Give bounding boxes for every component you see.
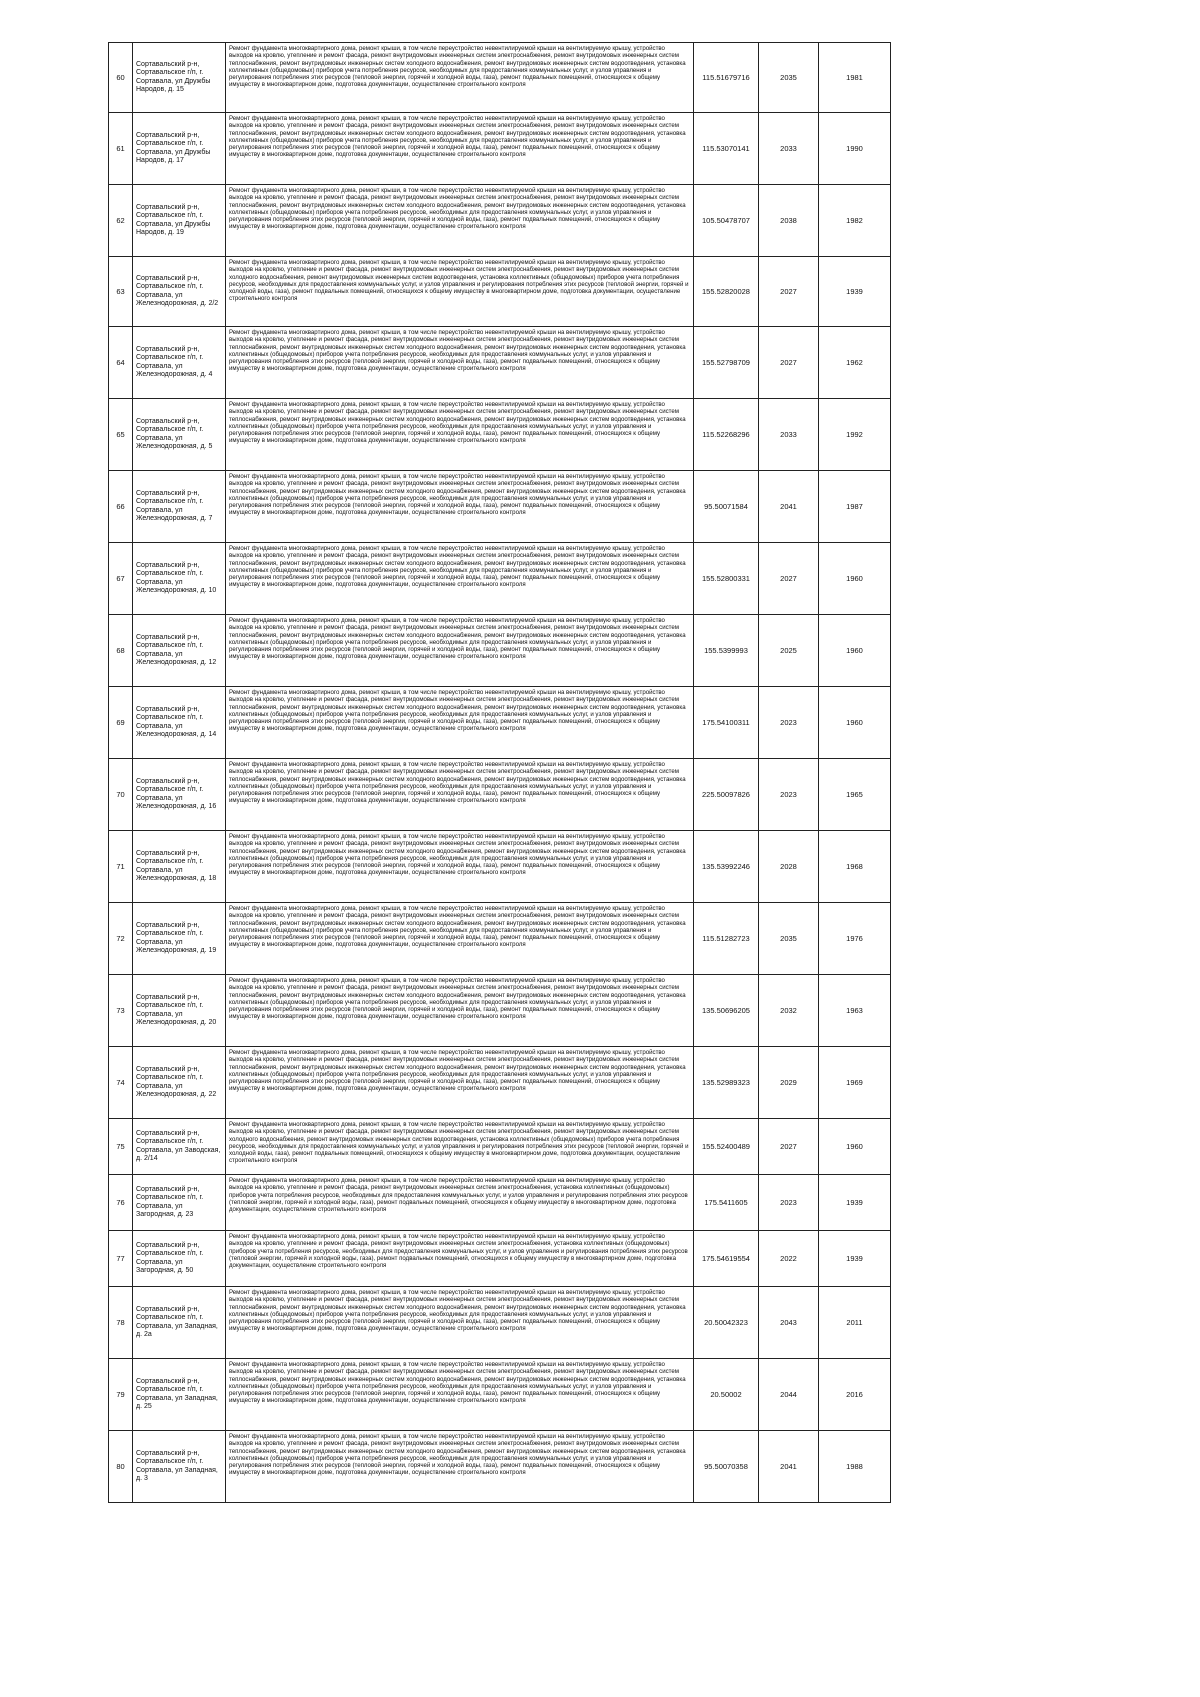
table-row <box>109 113 891 185</box>
build-year-cell: 1969 <box>819 1047 891 1119</box>
planned-year-cell: 2041 <box>759 1431 819 1503</box>
row-number: 74 <box>109 1047 133 1119</box>
address-cell: Сортавальский р-н, Сортавальское г/п, г. Сортавала, ул Железнодорожная, д. 22 <box>133 1047 226 1119</box>
table-row <box>109 1119 891 1175</box>
value-cell: 175.5411605 <box>694 1175 759 1231</box>
build-year-cell: 1982 <box>819 185 891 257</box>
row-number: 79 <box>109 1359 133 1431</box>
planned-year-cell: 2027 <box>759 1119 819 1175</box>
row-number: 73 <box>109 975 133 1047</box>
address-cell: Сортавальский р-н, Сортавальское г/п, г. Сортавала, ул Железнодорожная, д. 2/2 <box>133 257 226 327</box>
planned-year-cell: 2025 <box>759 615 819 687</box>
planned-year-cell: 2033 <box>759 399 819 471</box>
works-description-cell: Ремонт фундамента многоквартирного дома, ремонт крыши, в том числе переустройство невентилируемой крыши на вентилируемую крышу, устройство выходов на кровлю, утепление и ремонт фасада, ремонт внутридомовых инженерных систем электроснабжения, ремонт внутридомовых инженерных систем теплоснабжения, ремонт внутридомовых инженерных систем холодного водоснабжения, ремонт внутридомовых инженерных систем водоотведения, установка коллективных (общедомовых) приборов учета потребления ресурсов, необходимых для предоставления коммунальных услуг, и узлов управления и регулирования потребления этих ресурсов (тепловой энергии, горячей и холодной воды, газа), ремонт подвальных помещений, относящихся к общему имуществу в многоквартирном доме, подготовка документации, осуществление строительного контроля <box>226 759 694 831</box>
works-description-cell: Ремонт фундамента многоквартирного дома, ремонт крыши, в том числе переустройство невентилируемой крыши на вентилируемую крышу, устройство выходов на кровлю, утепление и ремонт фасада, ремонт внутридомовых инженерных систем электроснабжения, установка коллективных (общедомовых) приборов учета потребления ресурсов, необходимых для предоставления коммунальных услуг, и узлов управления и регулирования потребления этих ресурсов (тепловой энергии, горячей и холодной воды, газа), ремонт подвальных помещений, относящихся к общему имуществу в многоквартирном доме, подготовка документации, осуществление строительного контроля <box>226 1175 694 1231</box>
build-year-cell: 1960 <box>819 543 891 615</box>
works-description-cell: Ремонт фундамента многоквартирного дома, ремонт крыши, в том числе переустройство невентилируемой крыши на вентилируемую крышу, устройство выходов на кровлю, утепление и ремонт фасада, ремонт внутридомовых инженерных систем электроснабжения, ремонт внутридомовых инженерных систем теплоснабжения, ремонт внутридомовых инженерных систем холодного водоснабжения, ремонт внутридомовых инженерных систем водоотведения, установка коллективных (общедомовых) приборов учета потребления ресурсов, необходимых для предоставления коммунальных услуг, и узлов управления и регулирования потребления этих ресурсов (тепловой энергии, горячей и холодной воды, газа), ремонт подвальных помещений, относящихся к общему имуществу в многоквартирном доме, подготовка документации, осуществление строительного контроля <box>226 113 694 185</box>
works-description-cell: Ремонт фундамента многоквартирного дома, ремонт крыши, в том числе переустройство невентилируемой крыши на вентилируемую крышу, устройство выходов на кровлю, утепление и ремонт фасада, ремонт внутридомовых инженерных систем электроснабжения, установка коллективных (общедомовых) приборов учета потребления ресурсов, необходимых для предоставления коммунальных услуг, и узлов управления и регулирования потребления этих ресурсов (тепловой энергии, горячей и холодной воды, газа), ремонт подвальных помещений, относящихся к общему имуществу в многоквартирном доме, подготовка документации, осуществление строительного контроля <box>226 1231 694 1287</box>
planned-year-cell: 2023 <box>759 1175 819 1231</box>
build-year-cell: 1990 <box>819 113 891 185</box>
value-cell: 155.52820028 <box>694 257 759 327</box>
works-description-cell: Ремонт фундамента многоквартирного дома, ремонт крыши, в том числе переустройство невентилируемой крыши на вентилируемую крышу, устройство выходов на кровлю, утепление и ремонт фасада, ремонт внутридомовых инженерных систем электроснабжения, ремонт внутридомовых инженерных систем теплоснабжения, ремонт внутридомовых инженерных систем холодного водоснабжения, ремонт внутридомовых инженерных систем водоотведения, установка коллективных (общедомовых) приборов учета потребления ресурсов, необходимых для предоставления коммунальных услуг, и узлов управления и регулирования потребления этих ресурсов (тепловой энергии, горячей и холодной воды, газа), ремонт подвальных помещений, относящихся к общему имуществу в многоквартирном доме, подготовка документации, осуществление строительного контроля <box>226 1431 694 1503</box>
value-cell: 135.52989323 <box>694 1047 759 1119</box>
address-cell: Сортавальский р-н, Сортавальское г/п, г. Сортавала, ул Заводская, д. 2/14 <box>133 1119 226 1175</box>
works-description-cell: Ремонт фундамента многоквартирного дома, ремонт крыши, в том числе переустройство невентилируемой крыши на вентилируемую крышу, устройство выходов на кровлю, утепление и ремонт фасада, ремонт внутридомовых инженерных систем электроснабжения, ремонт внутридомовых инженерных систем теплоснабжения, ремонт внутридомовых инженерных систем холодного водоснабжения, ремонт внутридомовых инженерных систем водоотведения, установка коллективных (общедомовых) приборов учета потребления ресурсов, необходимых для предоставления коммунальных услуг, и узлов управления и регулирования потребления этих ресурсов (тепловой энергии, горячей и холодной воды, газа), ремонт подвальных помещений, относящихся к общему имуществу в многоквартирном доме, подготовка документации, осуществление строительного контроля <box>226 43 694 113</box>
table-row <box>109 327 891 399</box>
address-cell: Сортавальский р-н, Сортавальское г/п, г. Сортавала, ул Железнодорожная, д. 7 <box>133 471 226 543</box>
build-year-cell: 1939 <box>819 257 891 327</box>
value-cell: 95.50071584 <box>694 471 759 543</box>
address-cell: Сортавальский р-н, Сортавальское г/п, г. Сортавала, ул Дружбы Народов, д. 15 <box>133 43 226 113</box>
address-cell: Сортавальский р-н, Сортавальское г/п, г. Сортавала, ул Железнодорожная, д. 12 <box>133 615 226 687</box>
table-row <box>109 831 891 903</box>
row-number: 66 <box>109 471 133 543</box>
row-number: 77 <box>109 1231 133 1287</box>
works-description-cell: Ремонт фундамента многоквартирного дома, ремонт крыши, в том числе переустройство невентилируемой крыши на вентилируемую крышу, устройство выходов на кровлю, утепление и ремонт фасада, ремонт внутридомовых инженерных систем электроснабжения, ремонт внутридомовых инженерных систем теплоснабжения, ремонт внутридомовых инженерных систем холодного водоснабжения, ремонт внутридомовых инженерных систем водоотведения, установка коллективных (общедомовых) приборов учета потребления ресурсов, необходимых для предоставления коммунальных услуг, и узлов управления и регулирования потребления этих ресурсов (тепловой энергии, горячей и холодной воды, газа), ремонт подвальных помещений, относящихся к общему имуществу в многоквартирном доме, подготовка документации, осуществление строительного контроля <box>226 399 694 471</box>
table-row <box>109 1287 891 1359</box>
planned-year-cell: 2041 <box>759 471 819 543</box>
value-cell: 175.54619554 <box>694 1231 759 1287</box>
build-year-cell: 1992 <box>819 399 891 471</box>
works-description-cell: Ремонт фундамента многоквартирного дома, ремонт крыши, в том числе переустройство невентилируемой крыши на вентилируемую крышу, устройство выходов на кровлю, утепление и ремонт фасада, ремонт внутридомовых инженерных систем электроснабжения, ремонт внутридомовых инженерных систем теплоснабжения, ремонт внутридомовых инженерных систем холодного водоснабжения, ремонт внутридомовых инженерных систем водоотведения, установка коллективных (общедомовых) приборов учета потребления ресурсов, необходимых для предоставления коммунальных услуг, и узлов управления и регулирования потребления этих ресурсов (тепловой энергии, горячей и холодной воды, газа), ремонт подвальных помещений, относящихся к общему имуществу в многоквартирном доме, подготовка документации, осуществление строительного контроля <box>226 471 694 543</box>
planned-year-cell: 2044 <box>759 1359 819 1431</box>
table-row <box>109 185 891 257</box>
works-description-cell: Ремонт фундамента многоквартирного дома, ремонт крыши, в том числе переустройство невентилируемой крыши на вентилируемую крышу, устройство выходов на кровлю, утепление и ремонт фасада, ремонт внутридомовых инженерных систем электроснабжения, ремонт внутридомовых инженерных систем теплоснабжения, ремонт внутридомовых инженерных систем холодного водоснабжения, ремонт внутридомовых инженерных систем водоотведения, установка коллективных (общедомовых) приборов учета потребления ресурсов, необходимых для предоставления коммунальных услуг, и узлов управления и регулирования потребления этих ресурсов (тепловой энергии, горячей и холодной воды, газа), ремонт подвальных помещений, относящихся к общему имуществу в многоквартирном доме, подготовка документации, осуществление строительного контроля <box>226 185 694 257</box>
table-row <box>109 1359 891 1431</box>
value-cell: 20.50042323 <box>694 1287 759 1359</box>
address-cell: Сортавальский р-н, Сортавальское г/п, г. Сортавала, ул Западная, д. 3 <box>133 1431 226 1503</box>
table-row <box>109 975 891 1047</box>
build-year-cell: 2011 <box>819 1287 891 1359</box>
value-cell: 135.50696205 <box>694 975 759 1047</box>
row-number: 64 <box>109 327 133 399</box>
build-year-cell: 1965 <box>819 759 891 831</box>
works-description-cell: Ремонт фундамента многоквартирного дома, ремонт крыши, в том числе переустройство невентилируемой крыши на вентилируемую крышу, устройство выходов на кровлю, утепление и ремонт фасада, ремонт внутридомовых инженерных систем электроснабжения, ремонт внутридомовых инженерных систем теплоснабжения, ремонт внутридомовых инженерных систем холодного водоснабжения, ремонт внутридомовых инженерных систем водоотведения, установка коллективных (общедомовых) приборов учета потребления ресурсов, необходимых для предоставления коммунальных услуг, и узлов управления и регулирования потребления этих ресурсов (тепловой энергии, горячей и холодной воды, газа), ремонт подвальных помещений, относящихся к общему имуществу в многоквартирном доме, подготовка документации, осуществление строительного контроля <box>226 543 694 615</box>
row-number: 76 <box>109 1175 133 1231</box>
address-cell: Сортавальский р-н, Сортавальское г/п, г. Сортавала, ул Загородная, д. 23 <box>133 1175 226 1231</box>
planned-year-cell: 2022 <box>759 1231 819 1287</box>
planned-year-cell: 2035 <box>759 43 819 113</box>
planned-year-cell: 2029 <box>759 1047 819 1119</box>
address-cell: Сортавальский р-н, Сортавальское г/п, г. Сортавала, ул Западная, д. 2а <box>133 1287 226 1359</box>
value-cell: 115.53070141 <box>694 113 759 185</box>
row-number: 65 <box>109 399 133 471</box>
row-number: 75 <box>109 1119 133 1175</box>
value-cell: 105.50478707 <box>694 185 759 257</box>
works-description-cell: Ремонт фундамента многоквартирного дома, ремонт крыши, в том числе переустройство невентилируемой крыши на вентилируемую крышу, устройство выходов на кровлю, утепление и ремонт фасада, ремонт внутридомовых инженерных систем электроснабжения, ремонт внутридомовых инженерных систем холодного водоснабжения, ремонт внутридомовых инженерных систем водоотведения, установка коллективных (общедомовых) приборов учета потребления ресурсов, необходимых для предоставления коммунальных услуг, и узлов управления и регулирования потребления этих ресурсов (тепловой энергии, горячей и холодной воды, газа), ремонт подвальных помещений, относящихся к общему имуществу в многоквартирном доме, подготовка документации, осуществление строительного контроля <box>226 257 694 327</box>
address-cell: Сортавальский р-н, Сортавальское г/п, г. Сортавала, ул Железнодорожная, д. 20 <box>133 975 226 1047</box>
build-year-cell: 1981 <box>819 43 891 113</box>
value-cell: 95.50070358 <box>694 1431 759 1503</box>
planned-year-cell: 2027 <box>759 257 819 327</box>
works-description-cell: Ремонт фундамента многоквартирного дома, ремонт крыши, в том числе переустройство невентилируемой крыши на вентилируемую крышу, устройство выходов на кровлю, утепление и ремонт фасада, ремонт внутридомовых инженерных систем электроснабжения, ремонт внутридомовых инженерных систем теплоснабжения, ремонт внутридомовых инженерных систем холодного водоснабжения, ремонт внутридомовых инженерных систем водоотведения, установка коллективных (общедомовых) приборов учета потребления ресурсов, необходимых для предоставления коммунальных услуг, и узлов управления и регулирования потребления этих ресурсов (тепловой энергии, горячей и холодной воды, газа), ремонт подвальных помещений, относящихся к общему имуществу в многоквартирном доме, подготовка документации, осуществление строительного контроля <box>226 1359 694 1431</box>
table-row <box>109 1231 891 1287</box>
address-cell: Сортавальский р-н, Сортавальское г/п, г. Сортавала, ул Западная, д. 25 <box>133 1359 226 1431</box>
value-cell: 155.52400489 <box>694 1119 759 1175</box>
table-row <box>109 687 891 759</box>
table-row <box>109 543 891 615</box>
row-number: 69 <box>109 687 133 759</box>
build-year-cell: 1939 <box>819 1175 891 1231</box>
row-number: 78 <box>109 1287 133 1359</box>
row-number: 60 <box>109 43 133 113</box>
value-cell: 175.54100311 <box>694 687 759 759</box>
row-number: 63 <box>109 257 133 327</box>
planned-year-cell: 2023 <box>759 687 819 759</box>
planned-year-cell: 2027 <box>759 327 819 399</box>
works-description-cell: Ремонт фундамента многоквартирного дома, ремонт крыши, в том числе переустройство невентилируемой крыши на вентилируемую крышу, устройство выходов на кровлю, утепление и ремонт фасада, ремонт внутридомовых инженерных систем электроснабжения, ремонт внутридомовых инженерных систем теплоснабжения, ремонт внутридомовых инженерных систем холодного водоснабжения, ремонт внутридомовых инженерных систем водоотведения, установка коллективных (общедомовых) приборов учета потребления ресурсов, необходимых для предоставления коммунальных услуг, и узлов управления и регулирования потребления этих ресурсов (тепловой энергии, горячей и холодной воды, газа), ремонт подвальных помещений, относящихся к общему имуществу в многоквартирном доме, подготовка документации, осуществление строительного контроля <box>226 903 694 975</box>
planned-year-cell: 2027 <box>759 543 819 615</box>
value-cell: 135.53992246 <box>694 831 759 903</box>
build-year-cell: 1962 <box>819 327 891 399</box>
build-year-cell: 1987 <box>819 471 891 543</box>
value-cell: 20.50002 <box>694 1359 759 1431</box>
table-row <box>109 399 891 471</box>
works-description-cell: Ремонт фундамента многоквартирного дома, ремонт крыши, в том числе переустройство невентилируемой крыши на вентилируемую крышу, устройство выходов на кровлю, утепление и ремонт фасада, ремонт внутридомовых инженерных систем электроснабжения, ремонт внутридомовых инженерных систем теплоснабжения, ремонт внутридомовых инженерных систем холодного водоснабжения, ремонт внутридомовых инженерных систем водоотведения, установка коллективных (общедомовых) приборов учета потребления ресурсов, необходимых для предоставления коммунальных услуг, и узлов управления и регулирования потребления этих ресурсов (тепловой энергии, горячей и холодной воды, газа), ремонт подвальных помещений, относящихся к общему имуществу в многоквартирном доме, подготовка документации, осуществление строительного контроля <box>226 1287 694 1359</box>
works-description-cell: Ремонт фундамента многоквартирного дома, ремонт крыши, в том числе переустройство невентилируемой крыши на вентилируемую крышу, устройство выходов на кровлю, утепление и ремонт фасада, ремонт внутридомовых инженерных систем электроснабжения, ремонт внутридомовых инженерных систем холодного водоснабжения, ремонт внутридомовых инженерных систем водоотведения, установка коллективных (общедомовых) приборов учета потребления ресурсов, необходимых для предоставления коммунальных услуг, и узлов управления и регулирования потребления этих ресурсов (тепловой энергии, горячей и холодной воды, газа), ремонт подвальных помещений, относящихся к общему имуществу в многоквартирном доме, подготовка документации, осуществление строительного контроля <box>226 1119 694 1175</box>
value-cell: 115.51679716 <box>694 43 759 113</box>
address-cell: Сортавальский р-н, Сортавальское г/п, г. Сортавала, ул Железнодорожная, д. 4 <box>133 327 226 399</box>
works-description-cell: Ремонт фундамента многоквартирного дома, ремонт крыши, в том числе переустройство невентилируемой крыши на вентилируемую крышу, устройство выходов на кровлю, утепление и ремонт фасада, ремонт внутридомовых инженерных систем электроснабжения, ремонт внутридомовых инженерных систем теплоснабжения, ремонт внутридомовых инженерных систем холодного водоснабжения, ремонт внутридомовых инженерных систем водоотведения, установка коллективных (общедомовых) приборов учета потребления ресурсов, необходимых для предоставления коммунальных услуг, и узлов управления и регулирования потребления этих ресурсов (тепловой энергии, горячей и холодной воды, газа), ремонт подвальных помещений, относящихся к общему имуществу в многоквартирном доме, подготовка документации, осуществление строительного контроля <box>226 831 694 903</box>
build-year-cell: 1988 <box>819 1431 891 1503</box>
works-description-cell: Ремонт фундамента многоквартирного дома, ремонт крыши, в том числе переустройство невентилируемой крыши на вентилируемую крышу, устройство выходов на кровлю, утепление и ремонт фасада, ремонт внутридомовых инженерных систем электроснабжения, ремонт внутридомовых инженерных систем теплоснабжения, ремонт внутридомовых инженерных систем холодного водоснабжения, ремонт внутридомовых инженерных систем водоотведения, установка коллективных (общедомовых) приборов учета потребления ресурсов, необходимых для предоставления коммунальных услуг, и узлов управления и регулирования потребления этих ресурсов (тепловой энергии, горячей и холодной воды, газа), ремонт подвальных помещений, относящихся к общему имуществу в многоквартирном доме, подготовка документации, осуществление строительного контроля <box>226 1047 694 1119</box>
build-year-cell: 1960 <box>819 615 891 687</box>
address-cell: Сортавальский р-н, Сортавальское г/п, г. Сортавала, ул Железнодорожная, д. 10 <box>133 543 226 615</box>
build-year-cell: 2016 <box>819 1359 891 1431</box>
address-cell: Сортавальский р-н, Сортавальское г/п, г. Сортавала, ул Дружбы Народов, д. 19 <box>133 185 226 257</box>
planned-year-cell: 2028 <box>759 831 819 903</box>
row-number: 71 <box>109 831 133 903</box>
row-number: 80 <box>109 1431 133 1503</box>
row-number: 72 <box>109 903 133 975</box>
address-cell: Сортавальский р-н, Сортавальское г/п, г. Сортавала, ул Загородная, д. 50 <box>133 1231 226 1287</box>
planned-year-cell: 2023 <box>759 759 819 831</box>
row-number: 67 <box>109 543 133 615</box>
value-cell: 115.52268296 <box>694 399 759 471</box>
planned-year-cell: 2032 <box>759 975 819 1047</box>
table-row <box>109 903 891 975</box>
table-body <box>109 43 891 1503</box>
address-cell: Сортавальский р-н, Сортавальское г/п, г. Сортавала, ул Железнодорожная, д. 14 <box>133 687 226 759</box>
works-description-cell: Ремонт фундамента многоквартирного дома, ремонт крыши, в том числе переустройство невентилируемой крыши на вентилируемую крышу, устройство выходов на кровлю, утепление и ремонт фасада, ремонт внутридомовых инженерных систем электроснабжения, ремонт внутридомовых инженерных систем теплоснабжения, ремонт внутридомовых инженерных систем холодного водоснабжения, ремонт внутридомовых инженерных систем водоотведения, установка коллективных (общедомовых) приборов учета потребления ресурсов, необходимых для предоставления коммунальных услуг, и узлов управления и регулирования потребления этих ресурсов (тепловой энергии, горячей и холодной воды, газа), ремонт подвальных помещений, относящихся к общему имуществу в многоквартирном доме, подготовка документации, осуществление строительного контроля <box>226 975 694 1047</box>
table-row <box>109 257 891 327</box>
build-year-cell: 1968 <box>819 831 891 903</box>
works-description-cell: Ремонт фундамента многоквартирного дома, ремонт крыши, в том числе переустройство невентилируемой крыши на вентилируемую крышу, устройство выходов на кровлю, утепление и ремонт фасада, ремонт внутридомовых инженерных систем электроснабжения, ремонт внутридомовых инженерных систем теплоснабжения, ремонт внутридомовых инженерных систем холодного водоснабжения, ремонт внутридомовых инженерных систем водоотведения, установка коллективных (общедомовых) приборов учета потребления ресурсов, необходимых для предоставления коммунальных услуг, и узлов управления и регулирования потребления этих ресурсов (тепловой энергии, горячей и холодной воды, газа), ремонт подвальных помещений, относящихся к общему имуществу в многоквартирном доме, подготовка документации, осуществление строительного контроля <box>226 327 694 399</box>
table-row <box>109 471 891 543</box>
planned-year-cell: 2033 <box>759 113 819 185</box>
address-cell: Сортавальский р-н, Сортавальское г/п, г. Сортавала, ул Железнодорожная, д. 16 <box>133 759 226 831</box>
planned-year-cell: 2043 <box>759 1287 819 1359</box>
value-cell: 115.51282723 <box>694 903 759 975</box>
table-row <box>109 759 891 831</box>
row-number: 68 <box>109 615 133 687</box>
value-cell: 225.50097826 <box>694 759 759 831</box>
table-row <box>109 1047 891 1119</box>
value-cell: 155.5399993 <box>694 615 759 687</box>
address-cell: Сортавальский р-н, Сортавальское г/п, г. Сортавала, ул Железнодорожная, д. 19 <box>133 903 226 975</box>
address-cell: Сортавальский р-н, Сортавальское г/п, г. Сортавала, ул Дружбы Народов, д. 17 <box>133 113 226 185</box>
build-year-cell: 1960 <box>819 1119 891 1175</box>
planned-year-cell: 2038 <box>759 185 819 257</box>
row-number: 70 <box>109 759 133 831</box>
row-number: 62 <box>109 185 133 257</box>
planned-year-cell: 2035 <box>759 903 819 975</box>
build-year-cell: 1960 <box>819 687 891 759</box>
build-year-cell: 1963 <box>819 975 891 1047</box>
repair-program-table <box>108 42 891 1503</box>
table-row <box>109 615 891 687</box>
build-year-cell: 1939 <box>819 1231 891 1287</box>
address-cell: Сортавальский р-н, Сортавальское г/п, г. Сортавала, ул Железнодорожная, д. 18 <box>133 831 226 903</box>
table-row <box>109 1175 891 1231</box>
works-description-cell: Ремонт фундамента многоквартирного дома, ремонт крыши, в том числе переустройство невентилируемой крыши на вентилируемую крышу, устройство выходов на кровлю, утепление и ремонт фасада, ремонт внутридомовых инженерных систем электроснабжения, ремонт внутридомовых инженерных систем теплоснабжения, ремонт внутридомовых инженерных систем холодного водоснабжения, ремонт внутридомовых инженерных систем водоотведения, установка коллективных (общедомовых) приборов учета потребления ресурсов, необходимых для предоставления коммунальных услуг, и узлов управления и регулирования потребления этих ресурсов (тепловой энергии, горячей и холодной воды, газа), ремонт подвальных помещений, относящихся к общему имуществу в многоквартирном доме, подготовка документации, осуществление строительного контроля <box>226 687 694 759</box>
address-cell: Сортавальский р-н, Сортавальское г/п, г. Сортавала, ул Железнодорожная, д. 5 <box>133 399 226 471</box>
works-description-cell: Ремонт фундамента многоквартирного дома, ремонт крыши, в том числе переустройство невентилируемой крыши на вентилируемую крышу, устройство выходов на кровлю, утепление и ремонт фасада, ремонт внутридомовых инженерных систем электроснабжения, ремонт внутридомовых инженерных систем теплоснабжения, ремонт внутридомовых инженерных систем холодного водоснабжения, ремонт внутридомовых инженерных систем водоотведения, установка коллективных (общедомовых) приборов учета потребления ресурсов, необходимых для предоставления коммунальных услуг, и узлов управления и регулирования потребления этих ресурсов (тепловой энергии, горячей и холодной воды, газа), ремонт подвальных помещений, относящихся к общему имуществу в многоквартирном доме, подготовка документации, осуществление строительного контроля <box>226 615 694 687</box>
row-number: 61 <box>109 113 133 185</box>
table-row <box>109 43 891 113</box>
build-year-cell: 1976 <box>819 903 891 975</box>
value-cell: 155.52800331 <box>694 543 759 615</box>
value-cell: 155.52798709 <box>694 327 759 399</box>
table-row <box>109 1431 891 1503</box>
